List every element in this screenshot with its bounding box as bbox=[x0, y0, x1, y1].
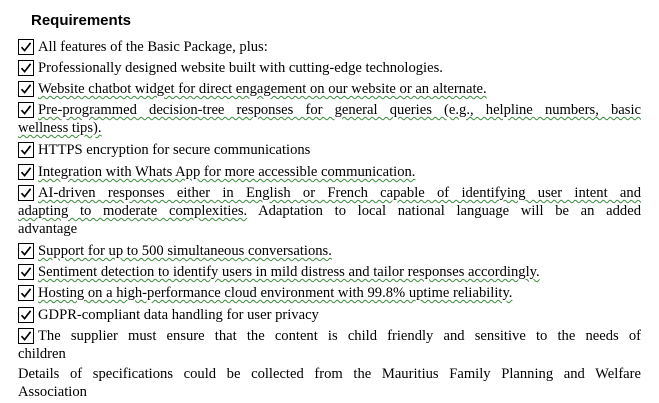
checkbox-checked-icon[interactable] bbox=[18, 243, 34, 259]
checklist-item bbox=[18, 141, 641, 159]
footer-line: Details of specifications could be collected from the Mauritius Family Planning and Welfare bbox=[18, 366, 641, 382]
checklist-item bbox=[18, 101, 641, 137]
checkbox-checked-icon[interactable] bbox=[18, 142, 34, 158]
checklist-item-text: Professionally designed website built with cutting-edge technologies. bbox=[38, 60, 443, 76]
checklist-item bbox=[18, 80, 641, 98]
checkbox-checked-icon[interactable] bbox=[18, 307, 34, 323]
checklist-item-text-continued: wellness tips). bbox=[18, 120, 102, 136]
checklist-item-text: AI-driven responses either in English or French capable of identifying user intent and bbox=[38, 185, 641, 201]
checklist-item bbox=[18, 284, 641, 302]
checkbox-checked-icon[interactable] bbox=[18, 285, 34, 301]
checklist-item-text: Website chatbot widget for direct engagement on our website or an alternate. bbox=[38, 81, 487, 97]
footer-paragraph bbox=[18, 365, 641, 401]
checklist-item-text: Integration with Whats App for more accessible communication. bbox=[38, 164, 416, 180]
checkbox-checked-icon[interactable] bbox=[18, 264, 34, 280]
checkbox-checked-icon[interactable] bbox=[18, 60, 34, 76]
checklist-item-text: GDPR-compliant data handling for user privacy bbox=[38, 307, 319, 323]
checklist-item bbox=[18, 306, 641, 324]
checkbox-checked-icon[interactable] bbox=[18, 81, 34, 97]
checklist-item bbox=[18, 59, 641, 77]
checklist-item-text: The supplier must ensure that the content is child friendly and sensitive to the needs of bbox=[38, 328, 641, 344]
checklist-item-text-continued: children bbox=[18, 346, 66, 362]
checklist-item bbox=[18, 184, 641, 238]
section-heading: Requirements bbox=[31, 12, 132, 29]
checklist-item-text: Pre-programmed decision-tree responses for general queries (e.g., helpline numbers, basic bbox=[38, 102, 641, 118]
checklist-item bbox=[18, 263, 641, 281]
checkbox-checked-icon[interactable] bbox=[18, 164, 34, 180]
checkbox-checked-icon[interactable] bbox=[18, 328, 34, 344]
checkbox-checked-icon[interactable] bbox=[18, 185, 34, 201]
checklist-item bbox=[18, 242, 641, 260]
checkbox-checked-icon[interactable] bbox=[18, 102, 34, 118]
checklist-item-text: HTTPS encryption for secure communications bbox=[38, 142, 311, 158]
footer-line: Association bbox=[18, 384, 87, 400]
checklist-item-text-continued: adapting to moderate complexities. Adaptation to local national language will be an added bbox=[18, 203, 641, 219]
checklist-item-text-continued: advantage bbox=[18, 221, 78, 237]
checkbox-checked-icon[interactable] bbox=[18, 39, 34, 55]
checklist-item-text: Support for up to 500 simultaneous conversations. bbox=[38, 243, 332, 259]
checklist-item bbox=[18, 38, 641, 56]
checklist-item bbox=[18, 327, 641, 363]
checklist-item-text: All features of the Basic Package, plus: bbox=[38, 39, 268, 55]
checklist-item bbox=[18, 163, 641, 181]
checklist-item-text: Sentiment detection to identify users in mild distress and tailor responses accordingly. bbox=[38, 264, 540, 280]
checklist-item-text: Hosting on a high-performance cloud environment with 99.8% uptime reliability. bbox=[38, 285, 513, 301]
